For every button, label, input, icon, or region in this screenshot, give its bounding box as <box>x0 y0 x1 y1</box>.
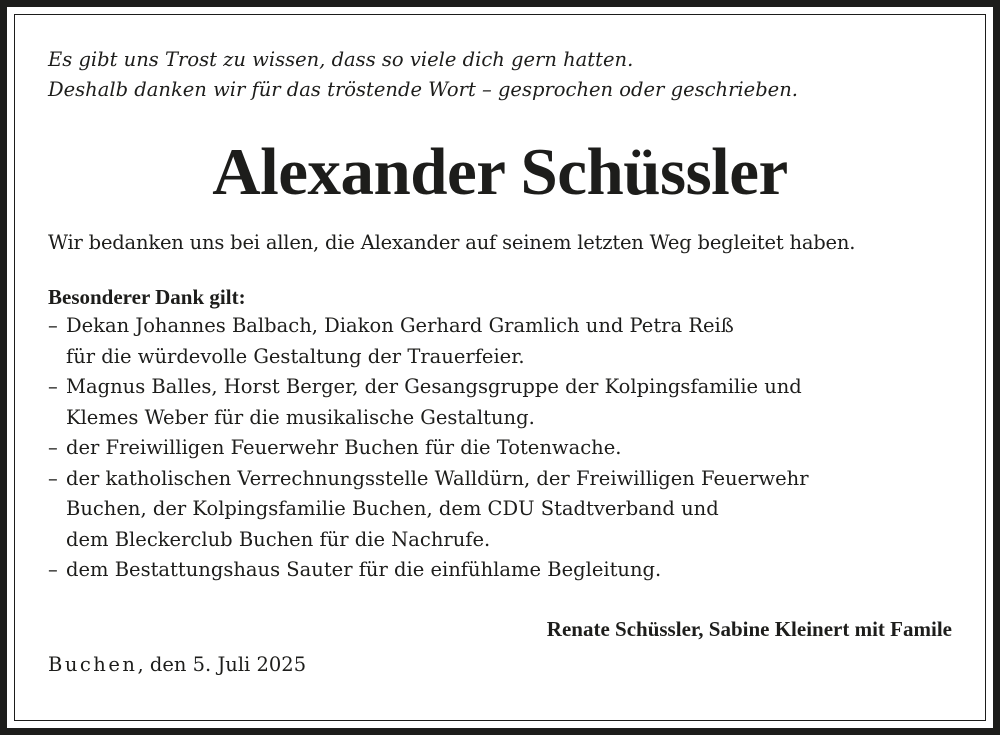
list-dash: – <box>48 375 58 398</box>
special-thanks-line: Magnus Balles, Horst Berger, der Gesangsgruppe der Kolpingsfamilie und <box>66 375 802 398</box>
list-dash: – <box>48 314 58 337</box>
special-thanks-item <box>48 372 809 433</box>
special-thanks-list <box>48 311 809 586</box>
special-thanks-line: Buchen, der Kolpingsfamilie Buchen, dem CDU Stadtverband und <box>66 497 719 520</box>
special-thanks-line: der katholischen Verrechnungsstelle Walldürn, der Freiwilligen Feuerwehr <box>66 466 809 490</box>
special-thanks-heading: Besonderer Dank gilt: <box>48 285 246 309</box>
special-thanks-line: dem Bestattungshaus Sauter für die einfühlame Begleitung. <box>66 558 662 581</box>
motto-line-2: Deshalb danken wir für das tröstende Wort – gesprochen oder geschrieben. <box>48 78 798 101</box>
special-thanks-line: für die würdevolle Gestaltung der Trauerfeier. <box>66 344 525 368</box>
special-thanks-line: der Freiwilligen Feuerwehr Buchen für die Totenwache. <box>66 436 622 459</box>
motto-line-1: Es gibt uns Trost zu wissen, dass so viele dich gern hatten. <box>48 48 634 71</box>
signature: Renate Schüssler, Sabine Kleinert mit Famile <box>546 617 952 641</box>
place-date <box>48 651 306 679</box>
thanks-text: Wir bedanken uns bei allen, die Alexander auf seinem letzten Weg begleitet haben. <box>48 231 856 254</box>
list-dash: – <box>48 558 58 581</box>
special-thanks-line: Klemes Weber für die musikalische Gestaltung. <box>66 405 535 429</box>
deceased-name: Alexander Schüssler <box>212 135 788 209</box>
special-thanks-item <box>48 555 809 586</box>
special-thanks-line: Dekan Johannes Balbach, Diakon Gerhard Gramlich und Petra Reiß <box>66 314 734 337</box>
special-thanks-item <box>48 311 809 372</box>
special-thanks-line: dem Bleckerclub Buchen für die Nachrufe. <box>66 527 491 551</box>
list-dash: – <box>48 436 58 459</box>
special-thanks-item <box>48 433 809 464</box>
list-dash: – <box>48 466 58 490</box>
date: , den 5. Juli 2025 <box>137 653 307 676</box>
motto <box>48 45 798 105</box>
place: Buchen <box>48 653 138 676</box>
special-thanks-item <box>48 464 809 556</box>
